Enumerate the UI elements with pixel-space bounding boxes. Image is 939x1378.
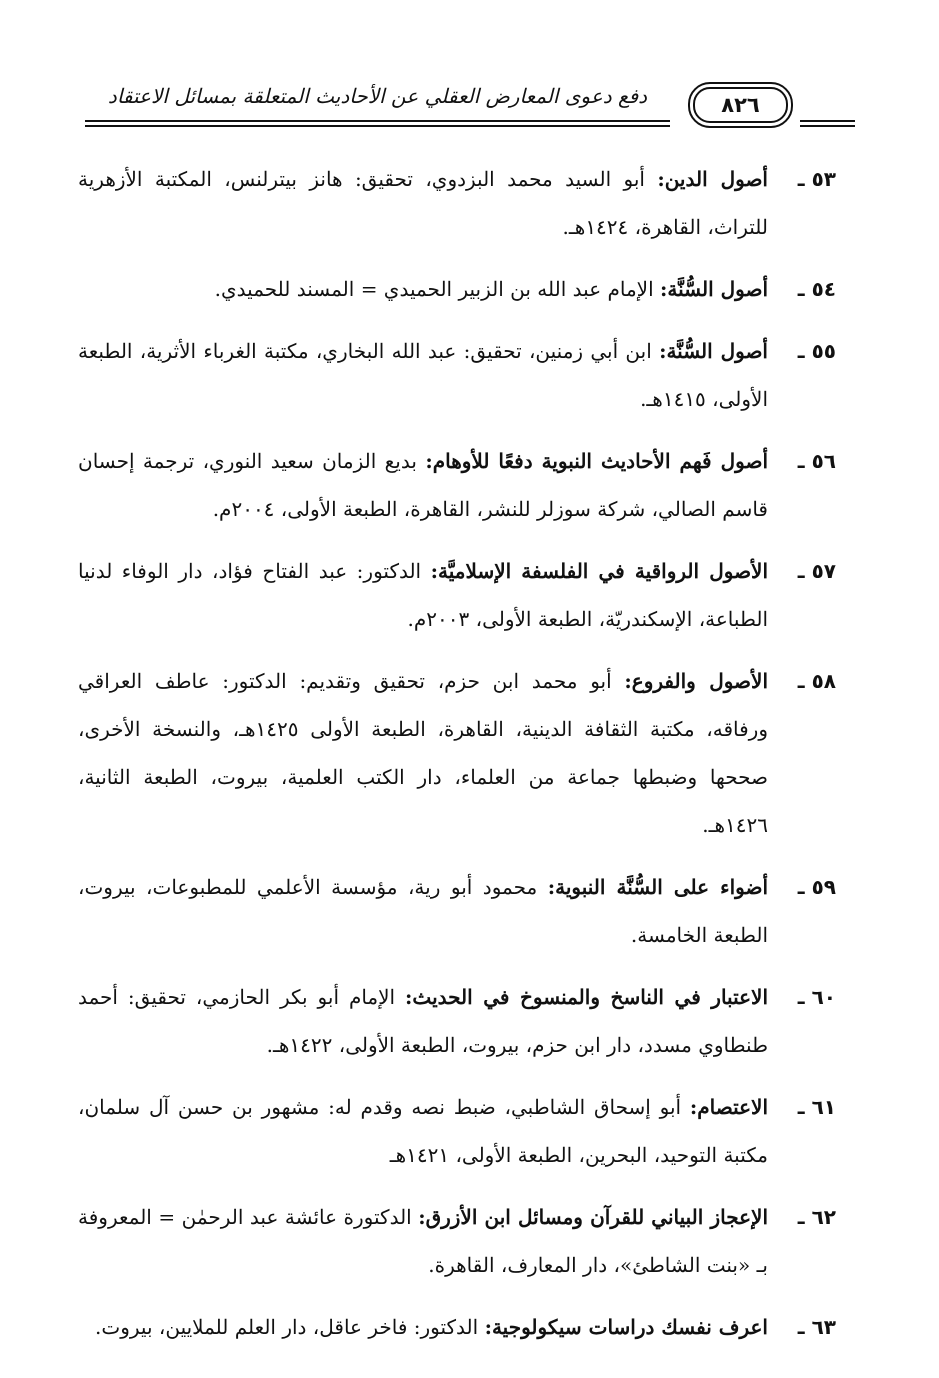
entry-title: الإعجاز البياني للقرآن ومسائل ابن الأزرق: — [418, 1205, 768, 1229]
bibliography-entry — [78, 547, 836, 643]
entry-details: أبو السيد محمد البزدوي، تحقيق: هانز بيترلنس، المكتبة الأزهرية للتراث، القاهرة، ١٤٢٤هـ. — [78, 167, 768, 239]
entry-details: ابن أبي زمنين، تحقيق: عبد الله البخاري، مكتبة الغرباء الأثرية، الطبعة الأولى، ١٤١٥هـ. — [78, 339, 768, 411]
entry-body — [78, 657, 768, 849]
entry-number: ٥٧ ـ — [797, 559, 836, 583]
entry-number: ٥٤ ـ — [797, 277, 836, 301]
bibliography-entry — [78, 1193, 836, 1289]
entry-details: الإمام عبد الله بن الزبير الحميدي = المسند للحميدي. — [214, 277, 660, 301]
entry-number: ٦٣ ـ — [797, 1315, 836, 1339]
entry-body — [78, 437, 768, 533]
entry-details: أبو محمد ابن حزم، تحقيق وتقديم: الدكتور: عاطف العراقي ورفاقه، مكتبة الثقافة الدينية، القاهرة، الطبعة الأولى ١٤٢٥هـ، والنسخة الأخرى، صححها وضبطها جماعة من العلماء، دار الكتب العلمية، بيروت، الطبعة الثانية، ١٤٢٦هـ. — [78, 669, 768, 837]
bibliography-entry — [78, 437, 836, 533]
bibliography-entry — [78, 973, 836, 1069]
header-rule — [800, 120, 855, 122]
entry-body — [78, 547, 768, 643]
entry-title: أصول السُّنَّة: — [660, 277, 768, 301]
entry-title: الاعتبار في الناسخ والمنسوخ في الحديث: — [405, 985, 769, 1009]
entry-number: ٥٣ ـ — [797, 167, 836, 191]
bibliography-entry — [78, 1083, 836, 1179]
page-number-frame — [688, 82, 793, 128]
entry-title: أصول فَهم الأحاديث النبوية دفعًا للأوهام: — [425, 449, 769, 473]
entry-title: الاعتصام: — [689, 1095, 768, 1119]
entry-body — [78, 1083, 768, 1179]
bibliography-entry — [78, 1303, 836, 1351]
entry-title: أضواء على السُّنَّة النبوية: — [547, 875, 769, 899]
entry-number: ٦٠ ـ — [797, 985, 836, 1009]
bibliography-entry — [78, 657, 836, 849]
entry-details: أبو إسحاق الشاطبي، ضبط نصه وقدم له: مشهور بن حسن آل سلمان، مكتبة التوحيد، البحرين، الطبعة الأولى، ١٤٢١هـ — [78, 1095, 768, 1167]
entry-title: أصول السُّنَّة: — [659, 339, 768, 363]
entry-body — [78, 265, 768, 313]
entry-body — [78, 155, 768, 251]
running-title: دفع دعوى المعارض العقلي عن الأحاديث المتعلقة بمسائل الاعتقاد — [107, 84, 648, 108]
entry-details: الدكتورة عائشة عبد الرحمٰن = المعروفة بـ «بنت الشاطئ»، دار المعارف، القاهرة. — [78, 1205, 768, 1277]
entry-body — [78, 327, 768, 423]
header-rule — [85, 125, 670, 127]
entry-title: الأصول والفروع: — [624, 669, 769, 693]
bibliography-entry — [78, 265, 836, 313]
entry-number: ٥٩ ـ — [797, 875, 836, 899]
bibliography-entry — [78, 863, 836, 959]
entry-details: بديع الزمان سعيد النوري، ترجمة إحسان قاسم الصالي، شركة سوزلر للنشر، القاهرة، الطبعة الأولى، ٢٠٠٤م. — [78, 449, 768, 521]
entry-details: الإمام أبو بكر الحازمي، تحقيق: أحمد طنطاوي مسدد، دار ابن حزم، بيروت، الطبعة الأولى، ١٤٢٢هـ. — [78, 985, 768, 1057]
page-number: ٨٢٦ — [693, 87, 788, 123]
entry-number: ٥٨ ـ — [797, 669, 836, 693]
entry-details: الدكتور: فاخر عاقل، دار العلم للملايين، بيروت. — [95, 1315, 485, 1339]
bibliography-entry — [78, 327, 836, 423]
entry-title: الأصول الرواقية في الفلسفة الإسلاميَّة: — [430, 559, 769, 583]
bibliography-list — [78, 155, 836, 1365]
entry-number: ٦١ ـ — [797, 1095, 836, 1119]
entry-number: ٥٦ ـ — [797, 449, 836, 473]
entry-details: محمود أبو رية، مؤسسة الأعلمي للمطبوعات، بيروت، الطبعة الخامسة. — [78, 875, 768, 947]
entry-body — [78, 1303, 768, 1351]
entry-title: أصول الدين: — [657, 167, 768, 191]
running-header — [85, 70, 855, 140]
entry-title: اعرف نفسك دراسات سيكولوجية: — [484, 1315, 768, 1339]
header-rule — [85, 120, 670, 122]
entry-body — [78, 1193, 768, 1289]
entry-number: ٥٥ ـ — [797, 339, 836, 363]
bibliography-entry — [78, 155, 836, 251]
entry-details: الدكتور: عبد الفتاح فؤاد، دار الوفاء لدنيا الطباعة، الإسكندريّة، الطبعة الأولى، ٢٠٠٣م. — [78, 559, 768, 631]
entry-body — [78, 973, 768, 1069]
header-rule — [800, 125, 855, 127]
entry-number: ٦٢ ـ — [797, 1205, 836, 1229]
entry-body — [78, 863, 768, 959]
